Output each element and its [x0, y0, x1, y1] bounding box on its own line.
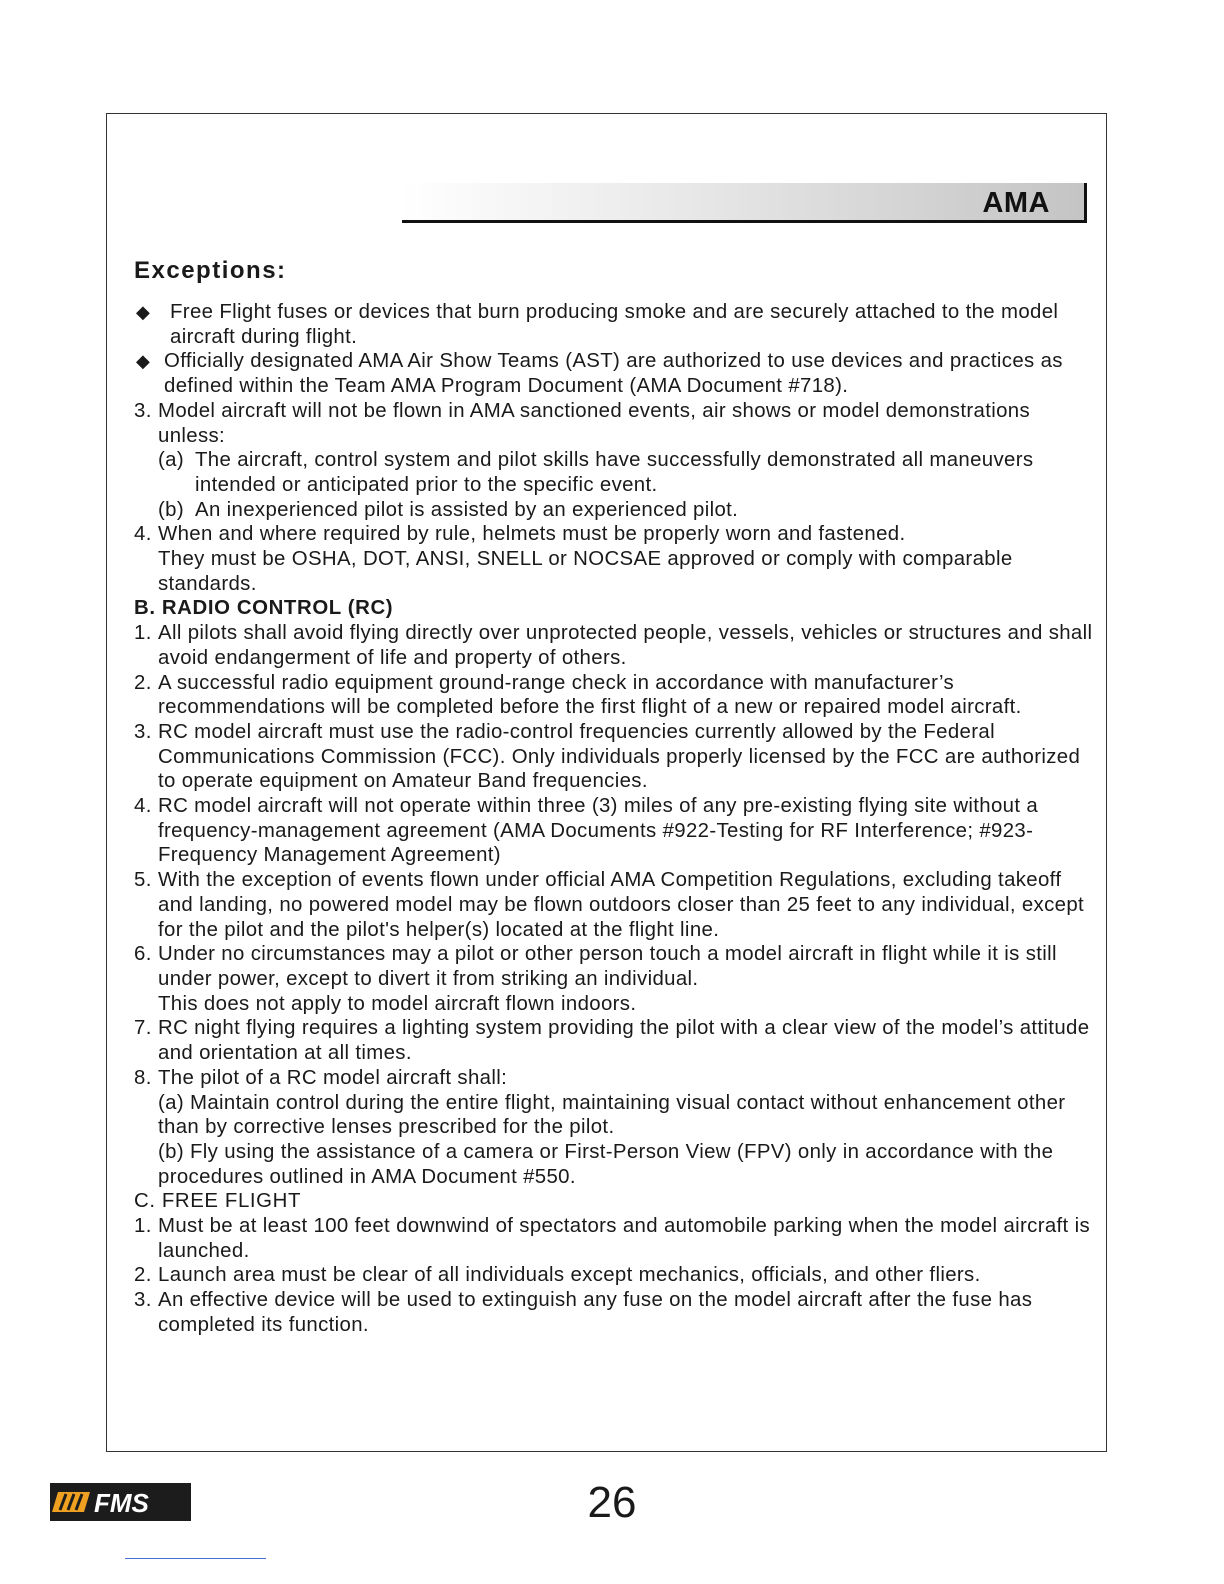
item-text: All pilots shall avoid flying directly over unprotected people, vessels, vehicles or structures and shall avoid endangerment of life and property of others.	[158, 622, 1093, 669]
item-number: 6.	[134, 943, 152, 966]
item-text: Model aircraft will not be flown in AMA sanctioned events, air shows or model demonstrations unless:	[158, 399, 1031, 447]
item-number: 2.	[134, 671, 152, 694]
diamond-bullet-icon: ◆	[136, 351, 151, 372]
item-number: 2.	[134, 1264, 152, 1287]
exceptions-heading: Exceptions:	[134, 257, 287, 284]
item-text: Under no circumstances may a pilot or other person touch a model aircraft in flight while it is still under power, except to divert it from striking an individual.	[158, 943, 1057, 990]
diamond-bullet-icon: ◆	[136, 302, 151, 322]
item-number: 3.	[134, 1289, 152, 1312]
list-item	[134, 794, 1099, 868]
bullet-text: Officially designated AMA Air Show Teams (AST) are authorized to use devices and practices as defined within the Team AMA Program Document (AMA Document #718).	[164, 350, 1063, 398]
list-item	[134, 1288, 1099, 1337]
list-item	[134, 1016, 1099, 1065]
bullet-text: Free Flight fuses or devices that burn producing smoke and are securely attached to the model aircraft during flight.	[170, 301, 1059, 348]
bullet-item	[134, 349, 1099, 398]
item-continuation: (b) Fly using the assistance of a camera or First-Person View (FPV) only in accordance with the procedures outlined in AMA Document #550.	[158, 1140, 1054, 1188]
section-header-bar	[402, 183, 1087, 223]
item-text: RC model aircraft must use the radio-control frequencies currently allowed by the Federal Communications Commission (FCC). Only individuals properly licensed by the FCC are authorized to operate equipment on Amateur Band frequencies.	[158, 720, 1081, 793]
list-item	[134, 1066, 1099, 1091]
footer-rule	[125, 1558, 266, 1559]
item-number: 4.	[134, 523, 152, 546]
list-item	[134, 671, 1099, 720]
item-number: 3.	[134, 399, 152, 422]
document-content	[134, 256, 1099, 1338]
sub-item	[134, 448, 1099, 497]
item-number: 7.	[134, 1017, 152, 1040]
list-item	[134, 1263, 1099, 1288]
item-text: RC night flying requires a lighting system providing the pilot with a clear view of the model’s attitude and orientation at all times.	[158, 1017, 1090, 1065]
list-item	[134, 868, 1099, 942]
bullet-item	[134, 300, 1099, 349]
list-item	[134, 621, 1099, 670]
list-item	[134, 720, 1099, 794]
item-text: With the exception of events flown under official AMA Competition Regulations, excluding takeoff and landing, no powered model may be flown outdoors closer than 25 feet to any individual, except for the pilot and the pilot's helper(s) located at the flight line.	[158, 869, 1085, 941]
item-text: When and where required by rule, helmets must be properly worn and fastened.	[158, 523, 906, 546]
item-continuation: (a) Maintain control during the entire flight, maintaining visual contact without enhancement other than by corrective lenses prescribed for the pilot.	[158, 1091, 1066, 1139]
item-text: RC model aircraft will not operate within three (3) miles of any pre-existing flying site without a frequency-management agreement (AMA Documents #922-Testing for RF Interference; #923- Frequency Management Agreement)	[158, 795, 1039, 867]
list-item	[134, 1214, 1099, 1263]
list-item	[134, 942, 1099, 991]
section-heading-free-flight: C. FREE FLIGHT	[134, 1190, 302, 1213]
item-text: An effective device will be used to extinguish any fuse on the model aircraft after the fuse has completed its function.	[158, 1289, 1033, 1336]
item-text: Must be at least 100 feet downwind of spectators and automobile parking when the model aircraft is launched.	[158, 1215, 1090, 1262]
item-number: 4.	[134, 795, 152, 818]
sub-item-text: An inexperienced pilot is assisted by an experienced pilot.	[195, 498, 739, 521]
header-title: AMA	[982, 187, 1050, 219]
item-number: 1.	[134, 622, 152, 645]
item-text: The pilot of a RC model aircraft shall:	[158, 1066, 508, 1089]
item-text: A successful radio equipment ground-range check in accordance with manufacturer’s recommendations will be completed before the first flight of a new or repaired model aircraft.	[158, 671, 1022, 719]
sub-item-text: The aircraft, control system and pilot skills have successfully demonstrated all maneuvers intended or anticipated prior to the specific event.	[195, 449, 1034, 496]
item-number: 1.	[134, 1215, 152, 1238]
item-number: 8.	[134, 1066, 152, 1089]
list-item	[134, 522, 1099, 547]
list-item	[134, 399, 1099, 448]
item-number: 3.	[134, 720, 152, 743]
sub-item-mark: (b)	[158, 498, 184, 521]
sub-item-mark: (a)	[158, 449, 184, 472]
item-number: 5.	[134, 869, 152, 892]
logo-text: FMS	[94, 1488, 149, 1518]
page-number: 26	[587, 1478, 637, 1527]
item-continuation: This does not apply to model aircraft flown indoors.	[158, 992, 637, 1015]
item-text: Launch area must be clear of all individuals except mechanics, officials, and other fliers.	[158, 1264, 981, 1287]
item-continuation: They must be OSHA, DOT, ANSI, SNELL or NOCSAE approved or comply with comparable standards.	[158, 548, 1013, 595]
sub-item	[134, 498, 1099, 523]
section-heading-rc: B. RADIO CONTROL (RC)	[134, 597, 394, 620]
